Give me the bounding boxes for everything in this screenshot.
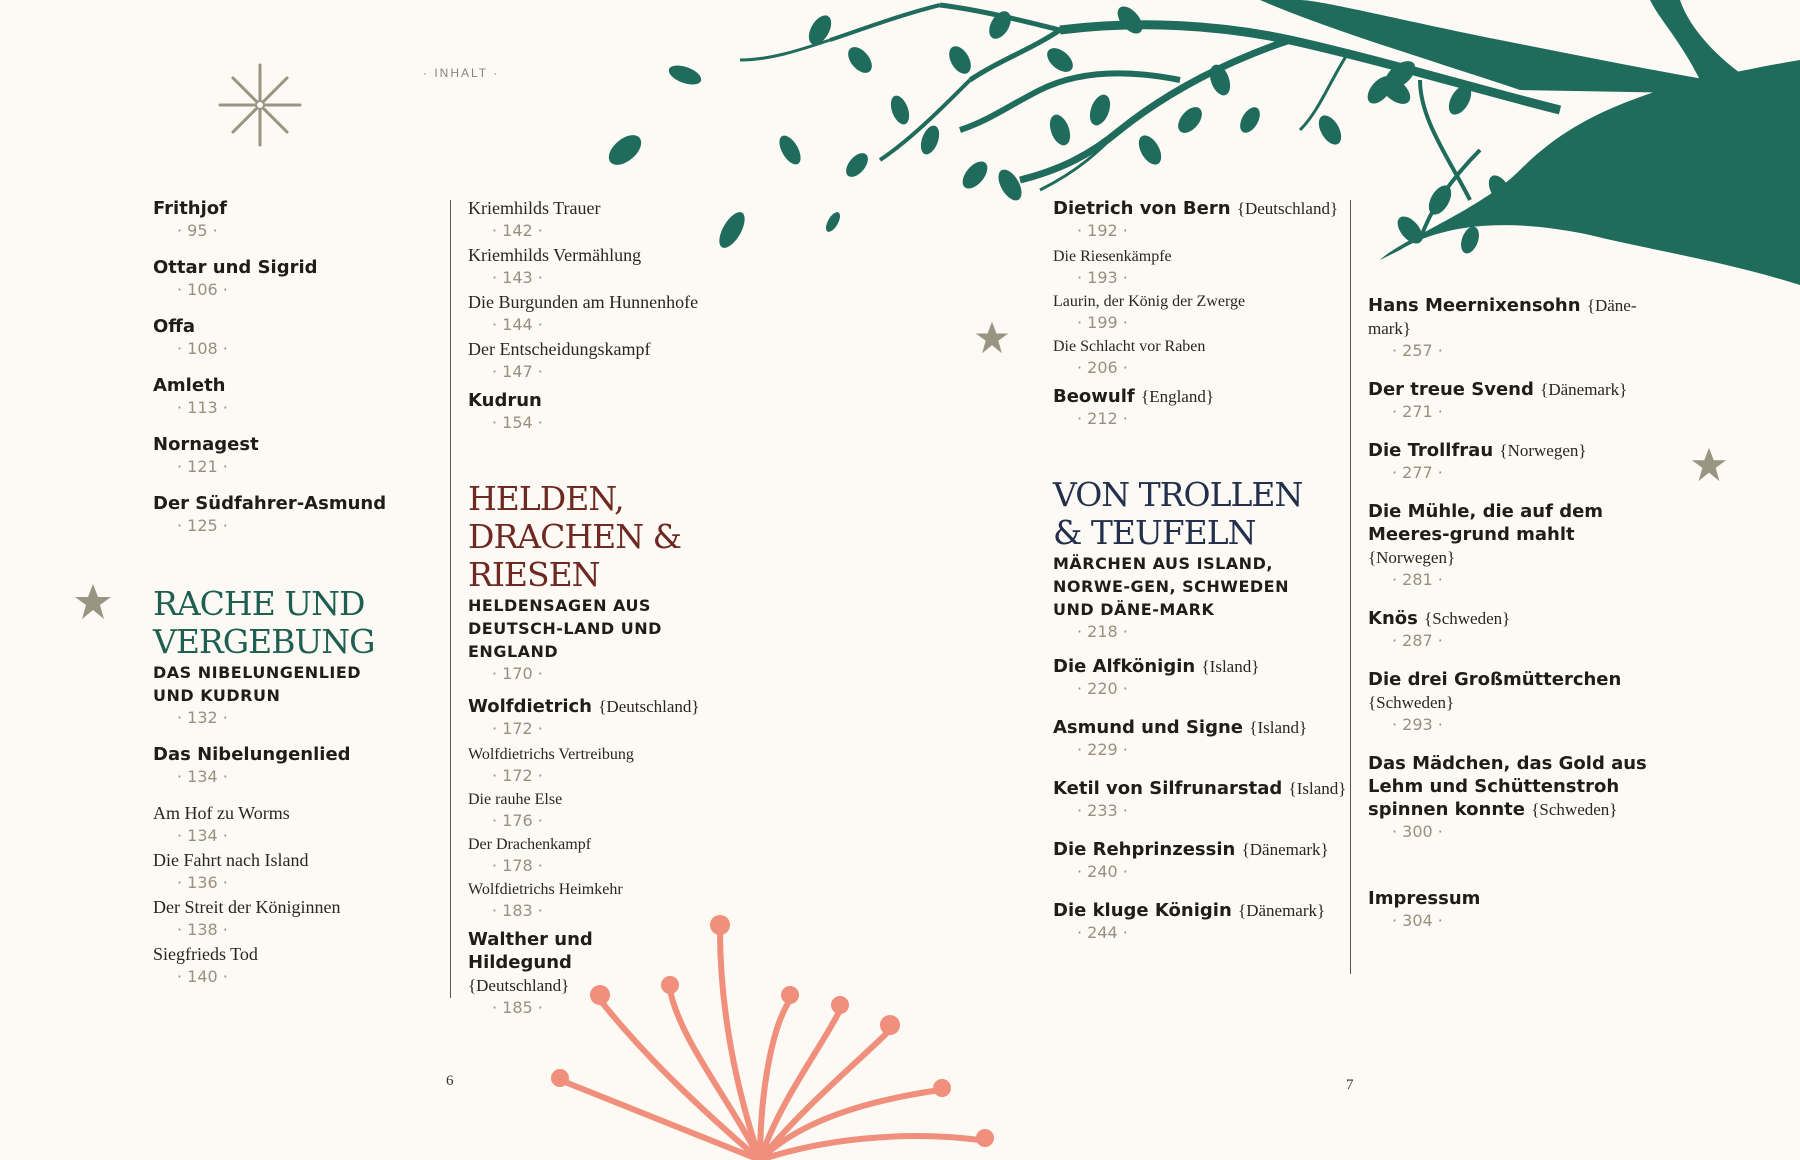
title-text: Der Südfahrer-Asmund: [153, 493, 387, 514]
title-text: Frithjof: [153, 198, 227, 219]
toc-entry: [153, 256, 453, 301]
country-label: {Schweden}: [1368, 693, 1455, 712]
page-number: · 300 ·: [1368, 821, 1658, 843]
toc-entry: [1053, 716, 1353, 761]
toc-column-1: [153, 197, 453, 990]
subentry-title: [468, 789, 768, 810]
page-number: · 218 ·: [1053, 621, 1353, 643]
subentry-title: [468, 744, 768, 765]
title-text: Die rauhe Else: [468, 791, 563, 808]
page-number: · 143 ·: [468, 267, 768, 289]
star-icon: [1690, 446, 1728, 484]
title-text: Kriemhilds Vermählung: [468, 245, 642, 265]
toc-subentry: [1053, 291, 1353, 334]
country-label: {Dänemark}: [1238, 901, 1326, 920]
toc-list: [1368, 887, 1658, 932]
country-label: {Schweden}: [1424, 609, 1511, 628]
title-text: Ottar und Sigrid: [153, 257, 318, 278]
page-number: · 287 ·: [1368, 630, 1658, 652]
toc-list: [1053, 197, 1353, 242]
toc-entry: [1368, 668, 1658, 736]
subentry-title: [153, 943, 453, 966]
page-number: · 147 ·: [468, 361, 768, 383]
toc-entry: [1368, 439, 1658, 484]
page-number: · 172 ·: [468, 718, 768, 740]
toc-entry: [1053, 655, 1353, 700]
subentry-title: [468, 834, 768, 855]
toc-sublist: [153, 802, 453, 988]
entry-title: [1368, 439, 1658, 462]
section-title: RACHE UND VERGEBUNG: [153, 584, 375, 661]
title-text: Die Riesenkämpfe: [1053, 248, 1172, 265]
entry-title: [1053, 838, 1353, 861]
toc-list: [468, 695, 768, 740]
title-text: Hans Meernixensohn: [1368, 295, 1581, 316]
entry-title: [1053, 899, 1353, 922]
entry-title: [1053, 716, 1353, 739]
section-subtitle: DAS NIBELUNGENLIED UND KUDRUN: [153, 663, 362, 705]
section-title: VON TROLLEN & TEUFELN: [1053, 475, 1303, 552]
country-label: {Dänemark}: [1241, 840, 1329, 859]
entry-title: [1053, 197, 1353, 220]
country-label: {Island}: [1288, 779, 1347, 798]
entry-title: [1368, 500, 1658, 569]
page-number: · 271 ·: [1368, 401, 1658, 423]
toc-subentry: [468, 879, 768, 922]
page-number: · 138 ·: [153, 919, 453, 941]
entry-title: [468, 695, 768, 718]
subentry-title: [468, 244, 768, 267]
title-text: Die Trollfrau: [1368, 440, 1494, 461]
toc-subentry: [153, 849, 453, 894]
page-number: · 106 ·: [153, 279, 453, 301]
toc-entry: [1368, 378, 1658, 423]
toc-column-3: [1053, 197, 1353, 960]
page-number: · 183 ·: [468, 900, 768, 922]
toc-subentry: [468, 197, 768, 242]
title-text: Beowulf: [1053, 386, 1135, 407]
section-title: HELDEN, DRACHEN & RIESEN: [468, 479, 681, 594]
entry-title: [1368, 607, 1658, 630]
page-number: · 142 ·: [468, 220, 768, 242]
title-text: Impressum: [1368, 888, 1481, 909]
section-heading: [1053, 476, 1353, 643]
section-subtitle: MÄRCHEN AUS ISLAND, NORWE-GEN, SCHWEDEN UND DÄNE-MARK: [1053, 554, 1289, 619]
title-text: Die Rehprinzessin: [1053, 839, 1236, 860]
toc-entry: [468, 389, 768, 434]
entry-title: [153, 743, 453, 766]
toc-subentry: [153, 802, 453, 847]
title-text: Wolfdietrichs Vertreibung: [468, 746, 634, 763]
subentry-title: [468, 291, 768, 314]
toc-list: [153, 197, 453, 537]
star-icon: [73, 582, 113, 622]
entry-title: [1368, 378, 1658, 401]
entry-title: [153, 197, 453, 220]
section-heading: [153, 585, 453, 729]
contents-header: · INHALT ·: [423, 66, 500, 80]
title-text: Laurin, der König der Zwerge: [1053, 293, 1246, 310]
page-number: · 281 ·: [1368, 569, 1658, 591]
page-number: · 170 ·: [468, 663, 768, 685]
title-text: Die Alfkönigin: [1053, 656, 1196, 677]
section-subtitle: HELDENSAGEN AUS DEUTSCH-LAND UND ENGLAND: [468, 596, 662, 661]
page-number: · 220 ·: [1053, 678, 1353, 700]
title-text: Der treue Svend: [1368, 379, 1534, 400]
page-number: · 140 ·: [153, 966, 453, 988]
title-text: Offa: [153, 316, 196, 337]
entry-title: [153, 433, 453, 456]
page-number: · 192 ·: [1053, 220, 1353, 242]
toc-entry: [1368, 607, 1658, 652]
page-number: · 121 ·: [153, 456, 453, 478]
subentry-title: [1053, 336, 1353, 357]
country-label: {Island}: [1201, 657, 1260, 676]
toc-entry: [1053, 777, 1353, 822]
toc-subentry: [1053, 336, 1353, 379]
toc-subentry: [153, 943, 453, 988]
page-number: · 304 ·: [1368, 910, 1658, 932]
toc-subentry: [468, 834, 768, 877]
title-text: Die Burgunden am Hunnenhofe: [468, 292, 699, 312]
title-text: Die drei Großmütterchen: [1368, 669, 1622, 690]
title-text: Das Nibelungenlied: [153, 744, 351, 765]
star-icon: [974, 320, 1010, 356]
subentry-title: [468, 879, 768, 900]
title-text: Der Drachenkampf: [468, 836, 592, 853]
entry-title: [1368, 668, 1658, 714]
toc-entry: [153, 374, 453, 419]
toc-subentry: [1053, 246, 1353, 289]
country-label: {Norwegen}: [1368, 548, 1456, 567]
toc-list: [1053, 655, 1353, 944]
page-number: · 134 ·: [153, 766, 453, 788]
entry-title: [1368, 294, 1658, 340]
toc-entry: [153, 197, 453, 242]
page-number: · 108 ·: [153, 338, 453, 360]
toc-subentry: [468, 789, 768, 832]
subentry-title: [468, 338, 768, 361]
toc-entry: [153, 433, 453, 478]
toc-entry: [468, 695, 768, 740]
page-number: · 277 ·: [1368, 462, 1658, 484]
page-number: · 233 ·: [1053, 800, 1353, 822]
toc-list: [468, 928, 678, 1019]
page-number: · 212 ·: [1053, 408, 1353, 430]
title-text: Knös: [1368, 608, 1418, 629]
page-number: · 240 ·: [1053, 861, 1353, 883]
toc-entry: [1368, 294, 1658, 362]
title-text: Asmund und Signe: [1053, 717, 1244, 738]
toc-subentry: [468, 338, 768, 383]
country-label: {Schweden}: [1531, 800, 1618, 819]
country-label: {Norwegen}: [1499, 441, 1587, 460]
toc-subentry: [468, 291, 768, 336]
entry-title: [468, 389, 768, 412]
entry-title: [1053, 655, 1353, 678]
toc-list: [1368, 294, 1658, 843]
entry-title: [1368, 887, 1658, 910]
page-number: · 125 ·: [153, 515, 453, 537]
page-number: · 176 ·: [468, 810, 768, 832]
page-number: · 229 ·: [1053, 739, 1353, 761]
entry-title: [1368, 752, 1658, 821]
subentry-title: [153, 896, 453, 919]
toc-list: [468, 389, 768, 434]
country-label: {Däne-mark}: [1368, 296, 1637, 338]
page-number: · 185 ·: [468, 997, 678, 1019]
toc-entry: [1053, 899, 1353, 944]
page-number: · 134 ·: [153, 825, 453, 847]
toc-entry: [1053, 838, 1353, 883]
page-number: · 199 ·: [1053, 312, 1353, 334]
country-label: {Deutschland}: [468, 976, 570, 995]
toc-entry: [1368, 500, 1658, 591]
toc-list: [153, 743, 453, 788]
toc-sublist: [1053, 246, 1353, 379]
subentry-title: [1053, 291, 1353, 312]
toc-subentry: [468, 744, 768, 787]
toc-subentry: [468, 244, 768, 289]
page-number: · 154 ·: [468, 412, 768, 434]
toc-entry: [1368, 887, 1658, 932]
section-heading: [468, 480, 768, 685]
subentry-title: [153, 849, 453, 872]
title-text: Die Schlacht vor Raben: [1053, 338, 1206, 355]
page-number: · 244 ·: [1053, 922, 1353, 944]
page-number: · 193 ·: [1053, 267, 1353, 289]
title-text: Das Mädchen, das Gold aus Lehm und Schüttenstroh spinnen konnte: [1368, 753, 1647, 820]
title-text: Kriemhilds Trauer: [468, 198, 601, 218]
toc-entry: [153, 492, 453, 537]
page-number: · 113 ·: [153, 397, 453, 419]
title-text: Der Streit der Königinnen: [153, 897, 341, 917]
page-number: · 132 ·: [153, 707, 453, 729]
page-number-left: 6: [446, 1073, 454, 1089]
entry-title: [153, 492, 453, 515]
toc-subentry: [153, 896, 453, 941]
subentry-title: [1053, 246, 1353, 267]
toc-list: [1053, 385, 1353, 430]
title-text: Ketil von Silfrunarstad: [1053, 778, 1283, 799]
page-number: · 136 ·: [153, 872, 453, 894]
entry-title: [1053, 777, 1353, 800]
title-text: Walther und Hildegund: [468, 929, 593, 973]
subentry-title: [468, 197, 768, 220]
page-number: · 206 ·: [1053, 357, 1353, 379]
title-text: Am Hof zu Worms: [153, 803, 290, 823]
country-label: {Island}: [1249, 718, 1308, 737]
page-number: · 293 ·: [1368, 714, 1658, 736]
toc-sublist: [468, 744, 768, 922]
page-number-right: 7: [1346, 1077, 1354, 1093]
toc-entry: [153, 743, 453, 788]
title-text: Die Fahrt nach Island: [153, 850, 309, 870]
title-text: Nornagest: [153, 434, 259, 455]
toc-entry: [1053, 197, 1353, 242]
page-number: · 144 ·: [468, 314, 768, 336]
country-label: {England}: [1141, 387, 1215, 406]
title-text: Die kluge Königin: [1053, 900, 1232, 921]
country-label: {Deutschland}: [598, 697, 700, 716]
toc-entry: [1053, 385, 1353, 430]
entry-title: [468, 928, 678, 997]
toc-column-2: [468, 197, 768, 1033]
country-label: {Dänemark}: [1540, 380, 1628, 399]
title-text: Siegfrieds Tod: [153, 944, 258, 964]
title-text: Die Mühle, die auf dem Meeres-grund mahlt: [1368, 501, 1604, 545]
page-number: · 172 ·: [468, 765, 768, 787]
entry-title: [153, 315, 453, 338]
subentry-title: [153, 802, 453, 825]
toc-entry: [468, 928, 678, 1019]
toc-sublist: [468, 197, 768, 383]
entry-title: [153, 256, 453, 279]
title-text: Wolfdietrich: [468, 696, 592, 717]
toc-entry: [1368, 752, 1658, 843]
title-text: Kudrun: [468, 390, 542, 411]
toc-entry: [153, 315, 453, 360]
page-number: · 178 ·: [468, 855, 768, 877]
title-text: Der Entscheidungskampf: [468, 339, 651, 359]
country-label: {Deutschland}: [1236, 199, 1339, 218]
sparkle-star-icon: [215, 60, 305, 150]
toc-column-4: [1368, 294, 1658, 946]
entry-title: [153, 374, 453, 397]
title-text: Amleth: [153, 375, 226, 396]
page-number: · 95 ·: [153, 220, 453, 242]
page-number: · 257 ·: [1368, 340, 1658, 362]
title-text: Wolfdietrichs Heimkehr: [468, 881, 623, 898]
entry-title: [1053, 385, 1353, 408]
title-text: Dietrich von Bern: [1053, 198, 1231, 219]
